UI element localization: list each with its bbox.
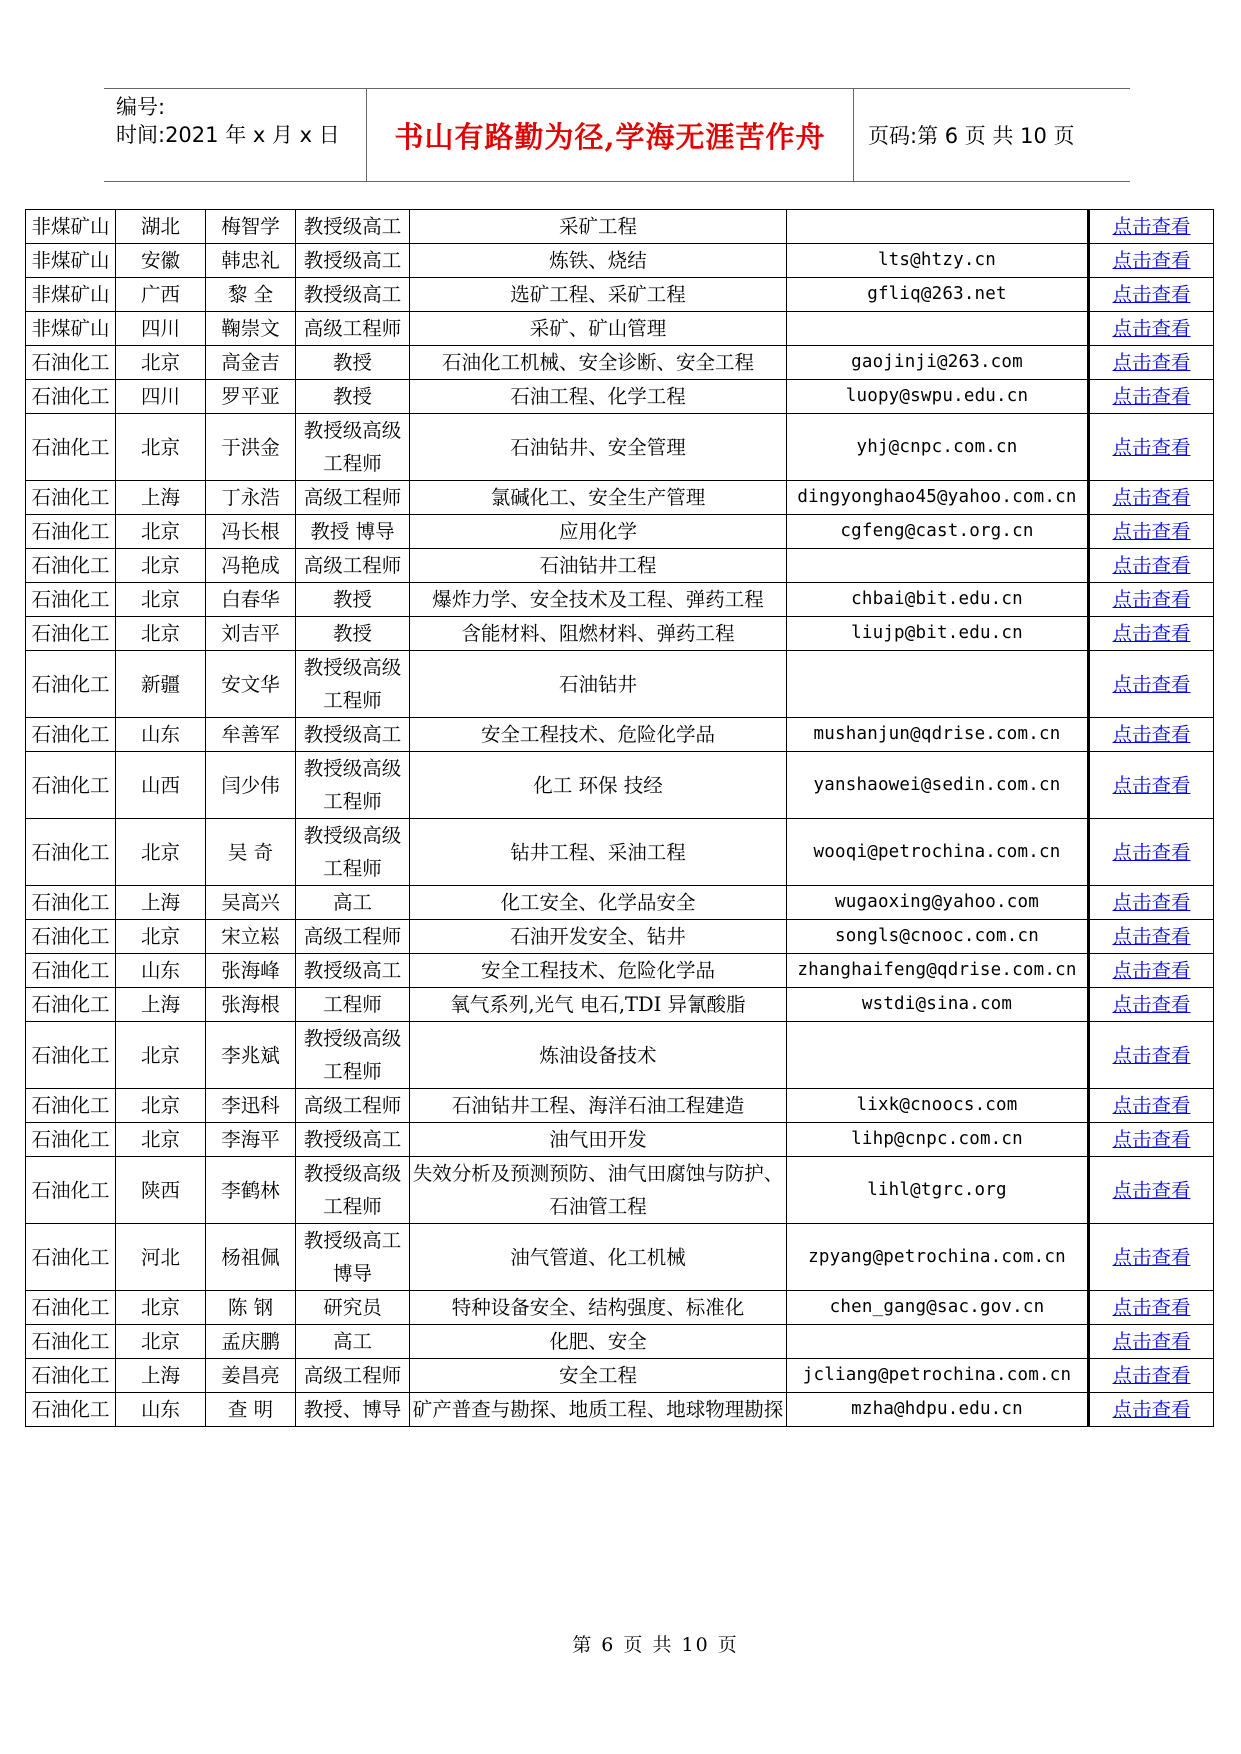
view-link-cell — [1089, 1359, 1214, 1393]
specialty-cell: 矿产普查与勘探、地质工程、地球物理勘探 — [410, 1393, 787, 1427]
job-title-cell: 教授级高级工程师 — [296, 414, 410, 481]
table-row — [26, 549, 1214, 583]
view-link-cell — [1089, 346, 1214, 380]
specialty-cell: 化工安全、化学品安全 — [410, 886, 787, 920]
industry-cell: 石油化工 — [26, 988, 116, 1022]
email-cell: zpyang@petrochina.com.cn — [787, 1224, 1089, 1291]
specialty-cell: 安全工程技术、危险化学品 — [410, 718, 787, 752]
email-cell — [787, 651, 1089, 718]
job-title-cell: 教授级高工 — [296, 278, 410, 312]
expert-name-cell: 李鹤林 — [206, 1157, 296, 1224]
specialty-cell: 炼油设备技术 — [410, 1022, 787, 1089]
view-link-cell — [1089, 819, 1214, 886]
region-cell: 北京 — [116, 414, 206, 481]
email-cell: lixk@cnoocs.com — [787, 1089, 1089, 1123]
region-cell: 北京 — [116, 617, 206, 651]
email-cell — [787, 549, 1089, 583]
industry-cell: 石油化工 — [26, 718, 116, 752]
region-cell: 广西 — [116, 278, 206, 312]
job-title-cell: 教授级高级工程师 — [296, 752, 410, 819]
view-link-cell — [1089, 1022, 1214, 1089]
expert-name-cell: 冯艳成 — [206, 549, 296, 583]
header-meta — [104, 89, 366, 181]
specialty-cell: 石油开发安全、钻井 — [410, 920, 787, 954]
job-title-cell: 教授 — [296, 583, 410, 617]
specialty-cell: 化肥、安全 — [410, 1325, 787, 1359]
specialty-cell: 石油钻井工程 — [410, 549, 787, 583]
email-cell: lihl@tgrc.org — [787, 1157, 1089, 1224]
view-details-link[interactable]: 点击查看 — [1112, 1245, 1191, 1269]
region-cell: 北京 — [116, 549, 206, 583]
email-cell: yhj@cnpc.com.cn — [787, 414, 1089, 481]
industry-cell: 石油化工 — [26, 886, 116, 920]
region-cell: 陕西 — [116, 1157, 206, 1224]
table-row — [26, 651, 1214, 718]
table-row — [26, 617, 1214, 651]
industry-cell: 石油化工 — [26, 920, 116, 954]
view-details-link[interactable]: 点击查看 — [1112, 249, 1191, 272]
view-details-link[interactable]: 点击查看 — [1112, 486, 1191, 509]
view-link-cell — [1089, 583, 1214, 617]
view-link-cell — [1089, 1291, 1214, 1325]
view-details-link[interactable]: 点击查看 — [1112, 520, 1191, 543]
industry-cell: 石油化工 — [26, 1359, 116, 1393]
table-row — [26, 515, 1214, 549]
view-link-cell — [1089, 1393, 1214, 1427]
job-title-cell: 教授级高工 — [296, 1123, 410, 1157]
view-details-link[interactable]: 点击查看 — [1112, 351, 1191, 374]
view-details-link[interactable]: 点击查看 — [1112, 1043, 1191, 1067]
email-cell: chen_gang@sac.gov.cn — [787, 1291, 1089, 1325]
expert-name-cell: 吴 奇 — [206, 819, 296, 886]
industry-cell: 石油化工 — [26, 651, 116, 718]
email-cell: luopy@swpu.edu.cn — [787, 380, 1089, 414]
email-cell: mzha@hdpu.edu.cn — [787, 1393, 1089, 1427]
job-title-cell: 教授级高工 — [296, 210, 410, 244]
industry-cell: 非煤矿山 — [26, 278, 116, 312]
view-details-link[interactable]: 点击查看 — [1112, 959, 1191, 982]
expert-name-cell: 韩忠礼 — [206, 244, 296, 278]
expert-name-cell: 宋立崧 — [206, 920, 296, 954]
expert-name-cell: 罗平亚 — [206, 380, 296, 414]
industry-cell: 石油化工 — [26, 1393, 116, 1427]
expert-name-cell: 张海峰 — [206, 954, 296, 988]
view-link-cell — [1089, 954, 1214, 988]
expert-name-cell: 黎 全 — [206, 278, 296, 312]
table-row — [26, 244, 1214, 278]
region-cell: 上海 — [116, 1359, 206, 1393]
email-cell: gaojinji@263.com — [787, 346, 1089, 380]
region-cell: 山东 — [116, 1393, 206, 1427]
table-row — [26, 1157, 1214, 1224]
specialty-cell: 炼铁、烧结 — [410, 244, 787, 278]
email-cell: yanshaowei@sedin.com.cn — [787, 752, 1089, 819]
view-link-cell — [1089, 718, 1214, 752]
expert-name-cell: 姜昌亮 — [206, 1359, 296, 1393]
email-cell: mushanjun@qdrise.com.cn — [787, 718, 1089, 752]
job-title-cell: 教授 博导 — [296, 515, 410, 549]
expert-name-cell: 孟庆鹏 — [206, 1325, 296, 1359]
region-cell: 河北 — [116, 1224, 206, 1291]
expert-name-cell: 李海平 — [206, 1123, 296, 1157]
email-cell: zhanghaifeng@qdrise.com.cn — [787, 954, 1089, 988]
table-row — [26, 278, 1214, 312]
expert-name-cell: 李兆斌 — [206, 1022, 296, 1089]
view-details-link[interactable]: 点击查看 — [1112, 317, 1191, 340]
table-row — [26, 954, 1214, 988]
job-title-cell: 教授级高工 — [296, 954, 410, 988]
view-link-cell — [1089, 210, 1214, 244]
region-cell: 上海 — [116, 481, 206, 515]
region-cell: 北京 — [116, 583, 206, 617]
region-cell: 上海 — [116, 886, 206, 920]
job-title-cell: 教授 — [296, 346, 410, 380]
email-cell — [787, 1022, 1089, 1089]
job-title-cell: 教授级高工博导 — [296, 1224, 410, 1291]
job-title-cell: 教授级高工 — [296, 244, 410, 278]
industry-cell: 石油化工 — [26, 481, 116, 515]
specialty-cell: 采矿、矿山管理 — [410, 312, 787, 346]
job-title-cell: 高级工程师 — [296, 312, 410, 346]
expert-name-cell: 查 明 — [206, 1393, 296, 1427]
view-details-link[interactable]: 点击查看 — [1112, 993, 1191, 1016]
table-row — [26, 988, 1214, 1022]
table-row — [26, 920, 1214, 954]
region-cell: 北京 — [116, 515, 206, 549]
table-row — [26, 1089, 1214, 1123]
table-row — [26, 1359, 1214, 1393]
job-title-cell: 教授级高级工程师 — [296, 819, 410, 886]
specialty-cell: 化工 环保 技经 — [410, 752, 787, 819]
expert-name-cell: 吴高兴 — [206, 886, 296, 920]
region-cell: 北京 — [116, 819, 206, 886]
industry-cell: 石油化工 — [26, 1022, 116, 1089]
job-title-cell: 高级工程师 — [296, 481, 410, 515]
view-details-link[interactable]: 点击查看 — [1112, 840, 1191, 864]
industry-cell: 石油化工 — [26, 617, 116, 651]
view-link-cell — [1089, 380, 1214, 414]
industry-cell: 石油化工 — [26, 414, 116, 481]
table-row — [26, 481, 1214, 515]
email-cell: wugaoxing@yahoo.com — [787, 886, 1089, 920]
specialty-cell: 安全工程技术、危险化学品 — [410, 954, 787, 988]
job-title-cell: 高级工程师 — [296, 549, 410, 583]
job-title-cell: 教授 — [296, 617, 410, 651]
table-body — [26, 210, 1214, 1427]
job-title-cell: 高工 — [296, 886, 410, 920]
expert-name-cell: 刘吉平 — [206, 617, 296, 651]
table-row — [26, 1022, 1214, 1089]
region-cell: 山西 — [116, 752, 206, 819]
expert-name-cell: 陈 钢 — [206, 1291, 296, 1325]
industry-cell: 非煤矿山 — [26, 312, 116, 346]
table-row — [26, 718, 1214, 752]
specialty-cell: 油气管道、化工机械 — [410, 1224, 787, 1291]
email-cell — [787, 210, 1089, 244]
view-link-cell — [1089, 515, 1214, 549]
view-details-link[interactable]: 点击查看 — [1112, 723, 1191, 746]
view-details-link[interactable]: 点击查看 — [1112, 1128, 1191, 1151]
job-title-cell: 高工 — [296, 1325, 410, 1359]
view-details-link[interactable]: 点击查看 — [1112, 672, 1191, 696]
email-cell: chbai@bit.edu.cn — [787, 583, 1089, 617]
region-cell: 北京 — [116, 1123, 206, 1157]
industry-cell: 非煤矿山 — [26, 244, 116, 278]
view-details-link[interactable]: 点击查看 — [1112, 773, 1191, 797]
view-details-link[interactable]: 点击查看 — [1112, 891, 1191, 914]
view-details-link[interactable]: 点击查看 — [1112, 1398, 1191, 1421]
view-details-link[interactable]: 点击查看 — [1112, 1330, 1191, 1353]
table-row — [26, 1224, 1214, 1291]
view-details-link[interactable]: 点击查看 — [1112, 435, 1191, 459]
view-details-link[interactable]: 点击查看 — [1112, 588, 1191, 611]
industry-cell: 石油化工 — [26, 819, 116, 886]
expert-name-cell: 冯长根 — [206, 515, 296, 549]
specialty-cell: 氯碱化工、安全生产管理 — [410, 481, 787, 515]
region-cell: 湖北 — [116, 210, 206, 244]
specialty-cell: 爆炸力学、安全技术及工程、弹药工程 — [410, 583, 787, 617]
job-title-cell: 研究员 — [296, 1291, 410, 1325]
view-link-cell — [1089, 1325, 1214, 1359]
expert-name-cell: 白春华 — [206, 583, 296, 617]
page-header — [104, 88, 1130, 182]
expert-name-cell: 梅智学 — [206, 210, 296, 244]
table-row — [26, 1123, 1214, 1157]
industry-cell: 石油化工 — [26, 1123, 116, 1157]
region-cell: 安徽 — [116, 244, 206, 278]
job-title-cell: 教授级高工 — [296, 718, 410, 752]
email-cell: dingyonghao45@yahoo.com.cn — [787, 481, 1089, 515]
email-cell: liujp@bit.edu.cn — [787, 617, 1089, 651]
view-details-link[interactable]: 点击查看 — [1112, 1178, 1191, 1202]
view-link-cell — [1089, 651, 1214, 718]
job-title-cell: 高级工程师 — [296, 1359, 410, 1393]
job-title-cell: 教授级高级工程师 — [296, 1022, 410, 1089]
view-link-cell — [1089, 1089, 1214, 1123]
region-cell: 北京 — [116, 1291, 206, 1325]
table-row — [26, 346, 1214, 380]
view-link-cell — [1089, 481, 1214, 515]
view-details-link[interactable]: 点击查看 — [1112, 554, 1191, 577]
job-title-cell: 高级工程师 — [296, 1089, 410, 1123]
specialty-cell: 特种设备安全、结构强度、标准化 — [410, 1291, 787, 1325]
industry-cell: 石油化工 — [26, 346, 116, 380]
view-details-link[interactable]: 点击查看 — [1112, 1364, 1191, 1387]
region-cell: 北京 — [116, 920, 206, 954]
region-cell: 上海 — [116, 988, 206, 1022]
specialty-cell: 石油工程、化学工程 — [410, 380, 787, 414]
industry-cell: 石油化工 — [26, 380, 116, 414]
industry-cell: 石油化工 — [26, 752, 116, 819]
specialty-cell: 氧气系列,光气 电石,TDI 异氰酸脂 — [410, 988, 787, 1022]
specialty-cell: 石油钻井 — [410, 651, 787, 718]
expert-table — [25, 209, 1214, 1427]
industry-cell: 石油化工 — [26, 1291, 116, 1325]
email-cell: gfliq@263.net — [787, 278, 1089, 312]
specialty-cell: 油气田开发 — [410, 1123, 787, 1157]
view-link-cell — [1089, 752, 1214, 819]
region-cell: 新疆 — [116, 651, 206, 718]
expert-name-cell: 高金吉 — [206, 346, 296, 380]
table-row — [26, 583, 1214, 617]
industry-cell: 石油化工 — [26, 583, 116, 617]
expert-name-cell: 牟善军 — [206, 718, 296, 752]
expert-name-cell: 杨祖佩 — [206, 1224, 296, 1291]
email-cell — [787, 1325, 1089, 1359]
table-row — [26, 1325, 1214, 1359]
table-row — [26, 819, 1214, 886]
region-cell: 四川 — [116, 380, 206, 414]
specialty-cell: 失效分析及预测预防、油气田腐蚀与防护、石油管工程 — [410, 1157, 787, 1224]
region-cell: 山东 — [116, 718, 206, 752]
table-row — [26, 414, 1214, 481]
view-link-cell — [1089, 988, 1214, 1022]
specialty-cell: 安全工程 — [410, 1359, 787, 1393]
industry-cell: 石油化工 — [26, 1224, 116, 1291]
view-details-link[interactable]: 点击查看 — [1112, 385, 1191, 408]
expert-name-cell: 丁永浩 — [206, 481, 296, 515]
industry-cell: 石油化工 — [26, 1157, 116, 1224]
specialty-cell: 应用化学 — [410, 515, 787, 549]
table-row — [26, 210, 1214, 244]
view-details-link[interactable]: 点击查看 — [1112, 283, 1191, 306]
view-link-cell — [1089, 278, 1214, 312]
email-cell: lihp@cnpc.com.cn — [787, 1123, 1089, 1157]
specialty-cell: 石油化工机械、安全诊断、安全工程 — [410, 346, 787, 380]
region-cell: 北京 — [116, 1022, 206, 1089]
expert-name-cell: 安文华 — [206, 651, 296, 718]
page-footer: 第 6 页 共 10 页 — [572, 1634, 739, 1656]
industry-cell: 石油化工 — [26, 954, 116, 988]
view-link-cell — [1089, 244, 1214, 278]
specialty-cell: 石油钻井工程、海洋石油工程建造 — [410, 1089, 787, 1123]
specialty-cell: 含能材料、阻燃材料、弹药工程 — [410, 617, 787, 651]
expert-name-cell: 于洪金 — [206, 414, 296, 481]
email-cell: lts@htzy.cn — [787, 244, 1089, 278]
view-link-cell — [1089, 617, 1214, 651]
email-cell — [787, 312, 1089, 346]
view-link-cell — [1089, 886, 1214, 920]
industry-cell: 石油化工 — [26, 1325, 116, 1359]
specialty-cell: 采矿工程 — [410, 210, 787, 244]
job-title-cell: 教授级高级工程师 — [296, 651, 410, 718]
email-cell: jcliang@petrochina.com.cn — [787, 1359, 1089, 1393]
specialty-cell: 石油钻井、安全管理 — [410, 414, 787, 481]
job-title-cell: 工程师 — [296, 988, 410, 1022]
email-cell: songls@cnooc.com.cn — [787, 920, 1089, 954]
document-time: 时间:2021 年 x 月 x 日 — [116, 123, 340, 147]
view-link-cell — [1089, 312, 1214, 346]
job-title-cell: 教授级高级工程师 — [296, 1157, 410, 1224]
region-cell: 北京 — [116, 346, 206, 380]
view-details-link[interactable]: 点击查看 — [1112, 925, 1191, 948]
view-details-link[interactable]: 点击查看 — [1112, 622, 1191, 645]
table-row — [26, 380, 1214, 414]
region-cell: 北京 — [116, 1325, 206, 1359]
document-number-label: 编号: — [116, 95, 166, 119]
header-page-number: 页码:第 6 页 共 10 页 — [868, 124, 1075, 148]
region-cell: 北京 — [116, 1089, 206, 1123]
industry-cell: 石油化工 — [26, 515, 116, 549]
table-row — [26, 886, 1214, 920]
view-details-link[interactable]: 点击查看 — [1112, 1296, 1191, 1319]
job-title-cell: 教授、博导 — [296, 1393, 410, 1427]
expert-name-cell: 张海根 — [206, 988, 296, 1022]
industry-cell: 石油化工 — [26, 1089, 116, 1123]
view-link-cell — [1089, 1224, 1214, 1291]
view-details-link[interactable]: 点击查看 — [1112, 215, 1191, 238]
expert-name-cell: 李迅科 — [206, 1089, 296, 1123]
email-cell: wstdi@sina.com — [787, 988, 1089, 1022]
specialty-cell: 选矿工程、采矿工程 — [410, 278, 787, 312]
table-row — [26, 312, 1214, 346]
view-link-cell — [1089, 414, 1214, 481]
view-link-cell — [1089, 920, 1214, 954]
view-link-cell — [1089, 549, 1214, 583]
job-title-cell: 教授 — [296, 380, 410, 414]
view-details-link[interactable]: 点击查看 — [1112, 1094, 1191, 1117]
region-cell: 山东 — [116, 954, 206, 988]
email-cell: cgfeng@cast.org.cn — [787, 515, 1089, 549]
header-motto: 书山有路勤为径,学海无涯苦作舟 — [366, 89, 854, 181]
region-cell: 四川 — [116, 312, 206, 346]
specialty-cell: 钻井工程、采油工程 — [410, 819, 787, 886]
email-cell: wooqi@petrochina.com.cn — [787, 819, 1089, 886]
industry-cell: 非煤矿山 — [26, 210, 116, 244]
job-title-cell: 高级工程师 — [296, 920, 410, 954]
view-link-cell — [1089, 1157, 1214, 1224]
view-link-cell — [1089, 1123, 1214, 1157]
table-row — [26, 752, 1214, 819]
industry-cell: 石油化工 — [26, 549, 116, 583]
expert-name-cell: 鞠崇文 — [206, 312, 296, 346]
table-row — [26, 1393, 1214, 1427]
table-row — [26, 1291, 1214, 1325]
expert-name-cell: 闫少伟 — [206, 752, 296, 819]
